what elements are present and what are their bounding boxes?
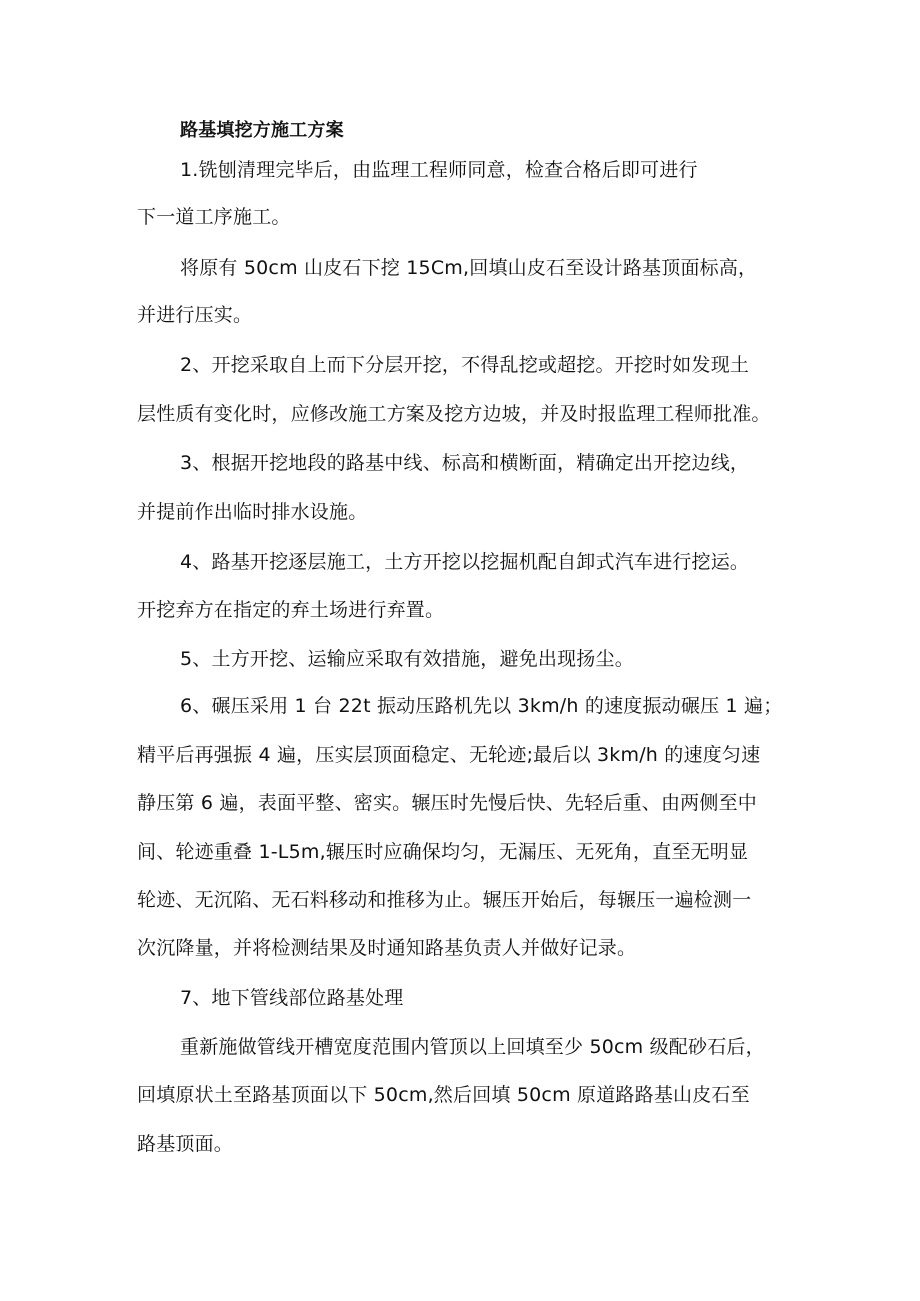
- paragraph-line: 轮迹、无沉陷、无石料移动和推移为止。辗压开始后，每辗压一遍检测一: [137, 889, 752, 911]
- paragraph-line: 并提前作出临时排水设施。: [137, 501, 368, 523]
- paragraph-line: 静压第 6 遍，表面平整、密实。辗压时先慢后快、先轻后重、由两侧至中: [137, 792, 757, 814]
- paragraph-line: 层性质有变化时，应修改施工方案及挖方边坡，并及时报监理工程师批准。: [137, 403, 771, 425]
- paragraph-line: 1.铣刨清理完毕后，由监理工程师同意，检查合格后即可进行: [180, 159, 698, 181]
- paragraph-line: 7、地下管线部位路基处理: [180, 987, 404, 1009]
- paragraph-line: 间、轮迹重叠 1-L5m,辗压时应确保均匀，无漏压、无死角，直至无明显: [137, 841, 749, 863]
- paragraph-line: 并进行压实。: [137, 304, 253, 326]
- paragraph-line: 次沉降量，并将检测结果及时通知路基负责人并做好记录。: [137, 937, 637, 959]
- document-title: 路基填挖方施工方案: [180, 120, 344, 141]
- paragraph-line: 3、根据开挖地段的路基中线、标高和横断面，精确定出开挖边线，: [180, 452, 750, 474]
- paragraph-line: 精平后再强振 4 遍，压实层顶面稳定、无轮迹;最后以 3km∕h 的速度匀速: [137, 744, 761, 766]
- paragraph-line: 回填原状土至路基顶面以下 50cm,然后回填 50cm 原道路路基山皮石至: [137, 1084, 750, 1106]
- paragraph-line: 下一道工序施工。: [137, 206, 291, 228]
- paragraph-line: 开挖弃方在指定的弃土场进行弃置。: [137, 599, 445, 621]
- paragraph-line: 6、碾压采用 1 台 22t 振动压路机先以 3km∕h 的速度振动碾压 1 遍；: [180, 695, 783, 717]
- paragraph-line: 重新施做管线开槽宽度范围内管顶以上回填至少 50cm 级配砂石后，: [180, 1036, 765, 1058]
- paragraph-line: 路基顶面。: [137, 1133, 234, 1155]
- paragraph-line: 将原有 50cm 山皮石下挖 15Cm,回填山皮石至设计路基顶面标高，: [180, 257, 758, 279]
- paragraph-line: 2、开挖采取自上而下分层开挖，不得乱挖或超挖。开挖时如发现土: [180, 354, 750, 376]
- paragraph-line: 4、路基开挖逐层施工，土方开挖以挖掘机配自卸式汽车进行挖运。: [180, 551, 750, 573]
- paragraph-line: 5、土方开挖、运输应采取有效措施，避免出现扬尘。: [180, 648, 634, 670]
